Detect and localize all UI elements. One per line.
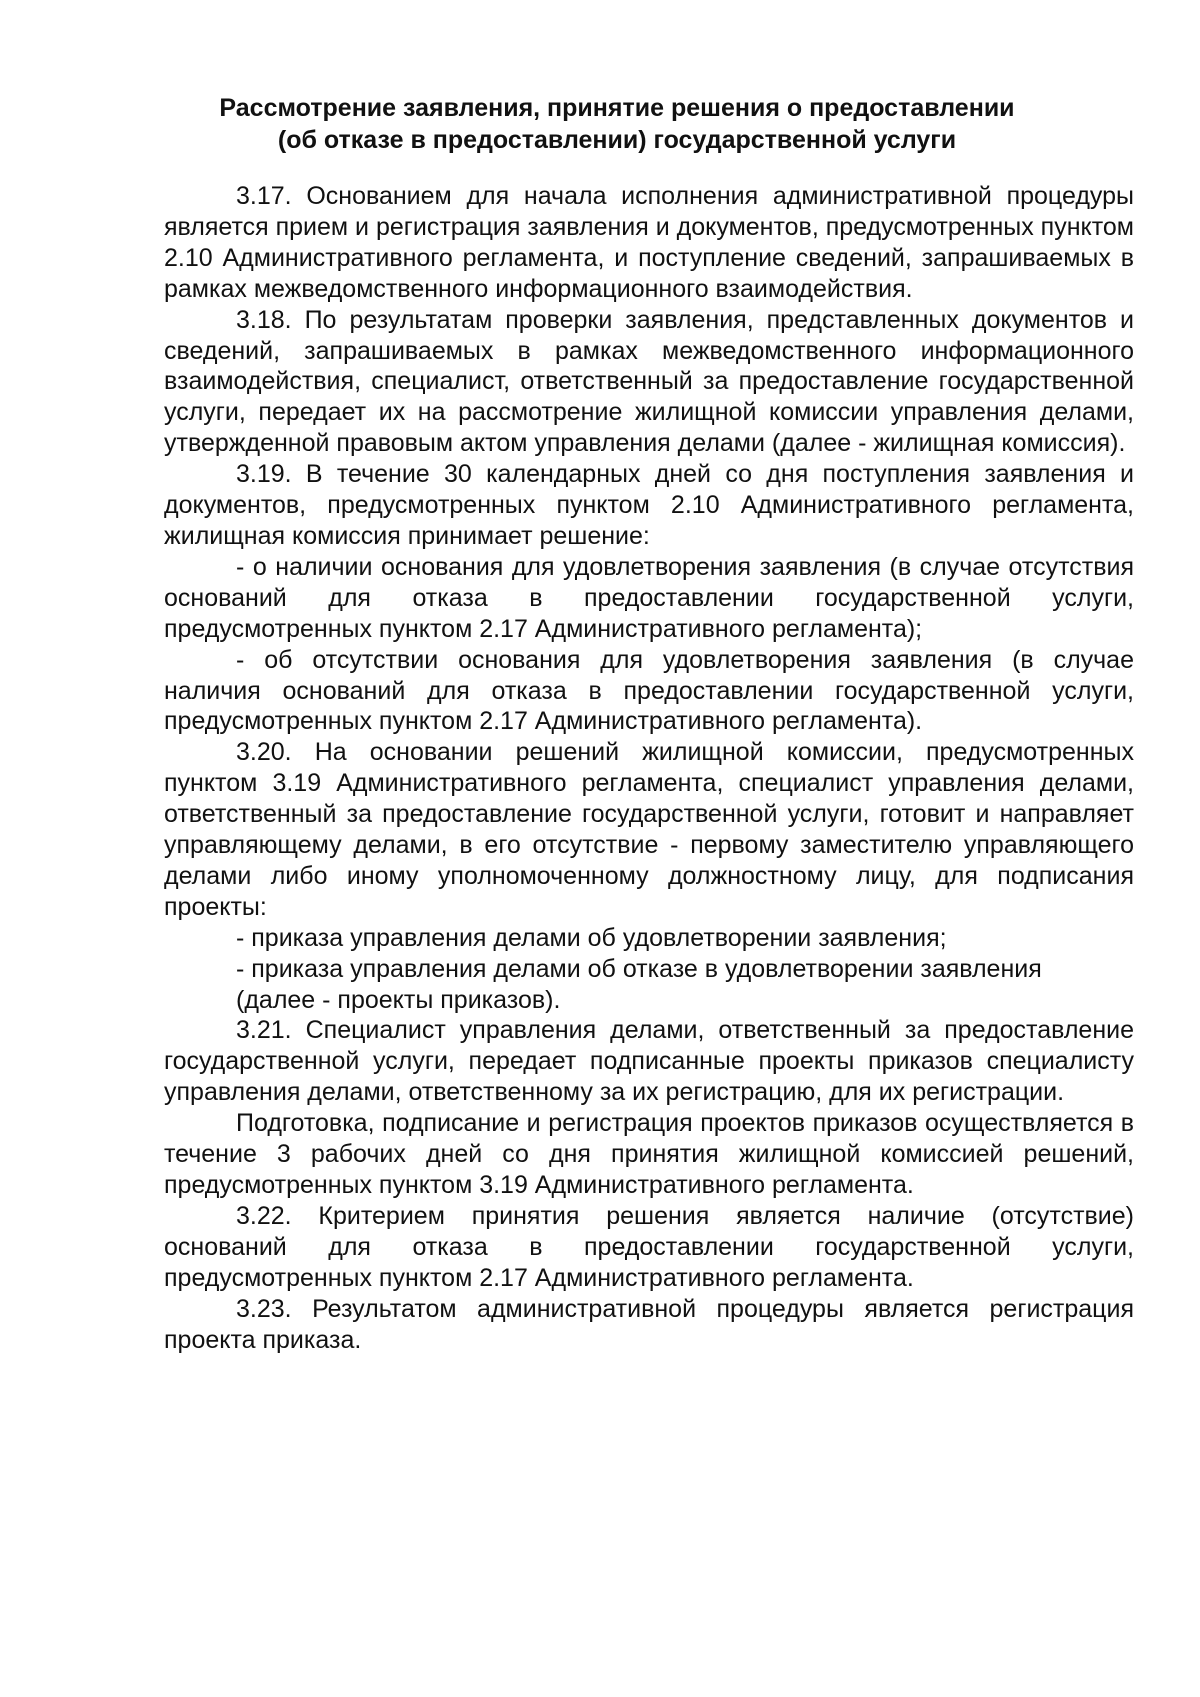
- section-heading-line-1: Рассмотрение заявления, принятие решения о предоставлении: [219, 94, 1015, 122]
- list-item-approval: - о наличии основания для удовлетворения заявления (в случае отсутствия оснований для отказа в предоставлении государственной услуги, предусмотренных пунктом 2.17 Административного регламента);: [164, 552, 1134, 643]
- paragraph-preparation-deadline: Подготовка, подписание и регистрация проектов приказов осуществляется в течение 3 рабочих дней со дня принятия жилищной комиссией решений, предусмотренных пунктом 3.19 Административного регламента.: [164, 1109, 1134, 1199]
- paragraph-draft-orders-note: (далее - проекты приказов).: [236, 985, 561, 1014]
- list-item-refusal: - об отсутствии основания для удовлетворения заявления (в случае наличия оснований для отказа в предоставлении государственной услуги, предусмотренных пунктом 2.17 Административного регламента).: [164, 645, 1134, 736]
- paragraph-3-21: 3.21. Специалист управления делами, ответственный за предоставление государственной услуги, передает подписанные проекты приказов специалисту управления делами, ответственному за их регистрацию, для их регистрации.: [164, 1016, 1134, 1107]
- section-heading-line-2: (об отказе в предоставлении) государственной услуги: [277, 126, 957, 154]
- paragraph-3-18: 3.18. По результатам проверки заявления, представленных документов и сведений, запрашиваемых в рамках межведомственного информационного взаимодействия, специалист, ответственный за предоставление государственной услуги, передает их на рассмотрение жилищной комиссии управления делами, утвержденной правовым актом управления делами (далее - жилищная комиссия).: [164, 305, 1134, 458]
- list-item-order-approval: - приказа управления делами об удовлетворении заявления;: [236, 923, 947, 952]
- paragraph-3-19: 3.19. В течение 30 календарных дней со дня поступления заявления и документов, предусмотренных пунктом 2.10 Административного регламента, жилищная комиссия принимает решение:: [164, 460, 1134, 550]
- paragraph-3-22: 3.22. Критерием принятия решения является наличие (отсутствие) оснований для отказа в предоставлении государственной услуги, предусмотренных пунктом 2.17 Административного регламента.: [164, 1201, 1134, 1292]
- section-heading: [150, 92, 1084, 156]
- paragraph-3-23: 3.23. Результатом административной процедуры является регистрация проекта приказа.: [164, 1294, 1134, 1354]
- paragraph-3-20: 3.20. На основании решений жилищной комиссии, предусмотренных пунктом 3.19 Административного регламента, специалист управления делами, ответственный за предоставление государственной услуги, готовит и направляет управляющему делами, в его отсутствие - первому заместителю управляющего делами либо иному уполномоченному должностному лицу, для подписания проекты:: [164, 738, 1134, 921]
- list-item-order-refusal: - приказа управления делами об отказе в удовлетворении заявления: [236, 954, 1042, 983]
- paragraph-3-17: 3.17. Основанием для начала исполнения административной процедуры является прием и регистрация заявления и документов, предусмотренных пунктом 2.10 Административного регламента, и поступление сведений, запрашиваемых в рамках межведомственного информационного взаимодействия.: [164, 182, 1134, 303]
- document-body: [164, 181, 1134, 1355]
